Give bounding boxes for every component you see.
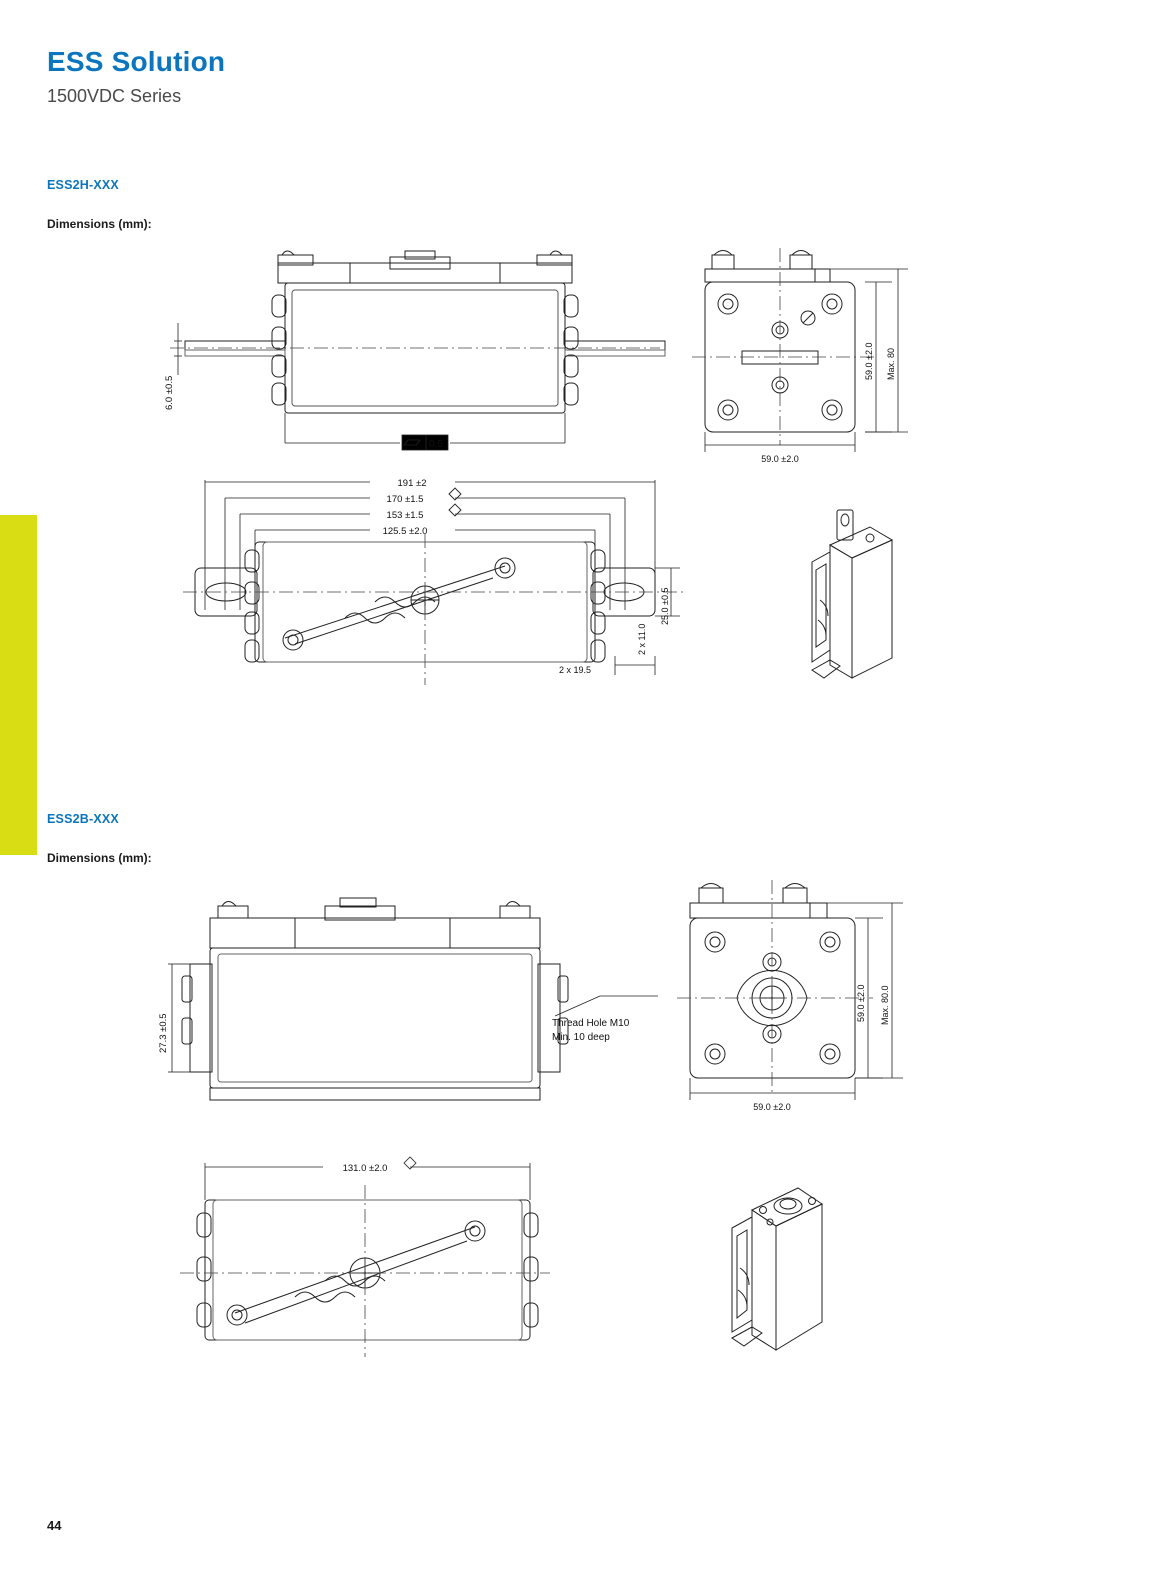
dim-ess2h-top-overall: 191 ±2	[397, 478, 427, 489]
drawing-ess2b-top-view	[175, 1145, 555, 1365]
dim-ess2h-slot-width: 2 x 11.0	[637, 623, 647, 655]
dim-ess2b-end-width: 59.0 ±2.0	[753, 1102, 791, 1112]
page-subtitle: 1500VDC Series	[47, 86, 182, 106]
dim-ess2h-end-height: 59.0 ±2.0	[864, 342, 874, 380]
section-color-tab	[0, 515, 37, 855]
drawing-ess2h-end-view	[680, 240, 940, 470]
dim-ess2b-top-overall: 131.0 ±2.0	[342, 1163, 388, 1174]
dim-ess2b-end-height-max: Max. 80.0	[880, 985, 890, 1025]
drawing-ess2h-top-view	[175, 460, 720, 720]
section-subtitle-ess2b: Dimensions (mm):	[47, 851, 152, 865]
dim-ess2h-slot-pitch: 2 x 19.5	[558, 665, 592, 675]
drawing-ess2b-front-view	[150, 868, 670, 1118]
drawing-ess2b-end-view	[665, 870, 935, 1120]
section-title-ess2b: ESS2B-XXX	[47, 812, 119, 826]
section-subtitle-ess2h: Dimensions (mm):	[47, 217, 152, 231]
dim-ess2h-front-height: 6.0 ±0.5	[164, 375, 175, 410]
dim-ess2h-top-d3: 153 ±1.5	[386, 510, 424, 521]
page-title: ESS Solution	[47, 46, 226, 77]
page-number: 44	[47, 1518, 62, 1533]
dim-ess2h-top-d4: 125.5 ±2.0	[382, 526, 428, 537]
drawing-ess2b-isometric-view	[710, 1170, 860, 1370]
note-ess2b-thread-hole-line2: Min. 10 deep	[552, 1032, 610, 1043]
section-title-ess2h: ESS2H-XXX	[47, 178, 119, 192]
dim-ess2h-flatness: 0.5	[429, 439, 443, 450]
dim-ess2b-end-height: 59.0 ±2.0	[856, 984, 866, 1022]
dim-ess2b-front-height: 27.3 ±0.5	[158, 1013, 169, 1053]
dim-ess2h-end-height-max: Max. 80	[886, 347, 896, 380]
dim-ess2h-top-center-h: 25.0 ±0.5	[660, 587, 670, 625]
dim-ess2h-end-width: 59.0 ±2.0	[761, 454, 799, 464]
drawing-ess2h-isometric-view	[790, 500, 930, 700]
drawing-ess2h-front-view	[150, 235, 670, 475]
note-ess2b-thread-hole-line1: Thread Hole M10	[552, 1018, 630, 1029]
dim-ess2h-top-d2: 170 ±1.5	[386, 494, 424, 505]
